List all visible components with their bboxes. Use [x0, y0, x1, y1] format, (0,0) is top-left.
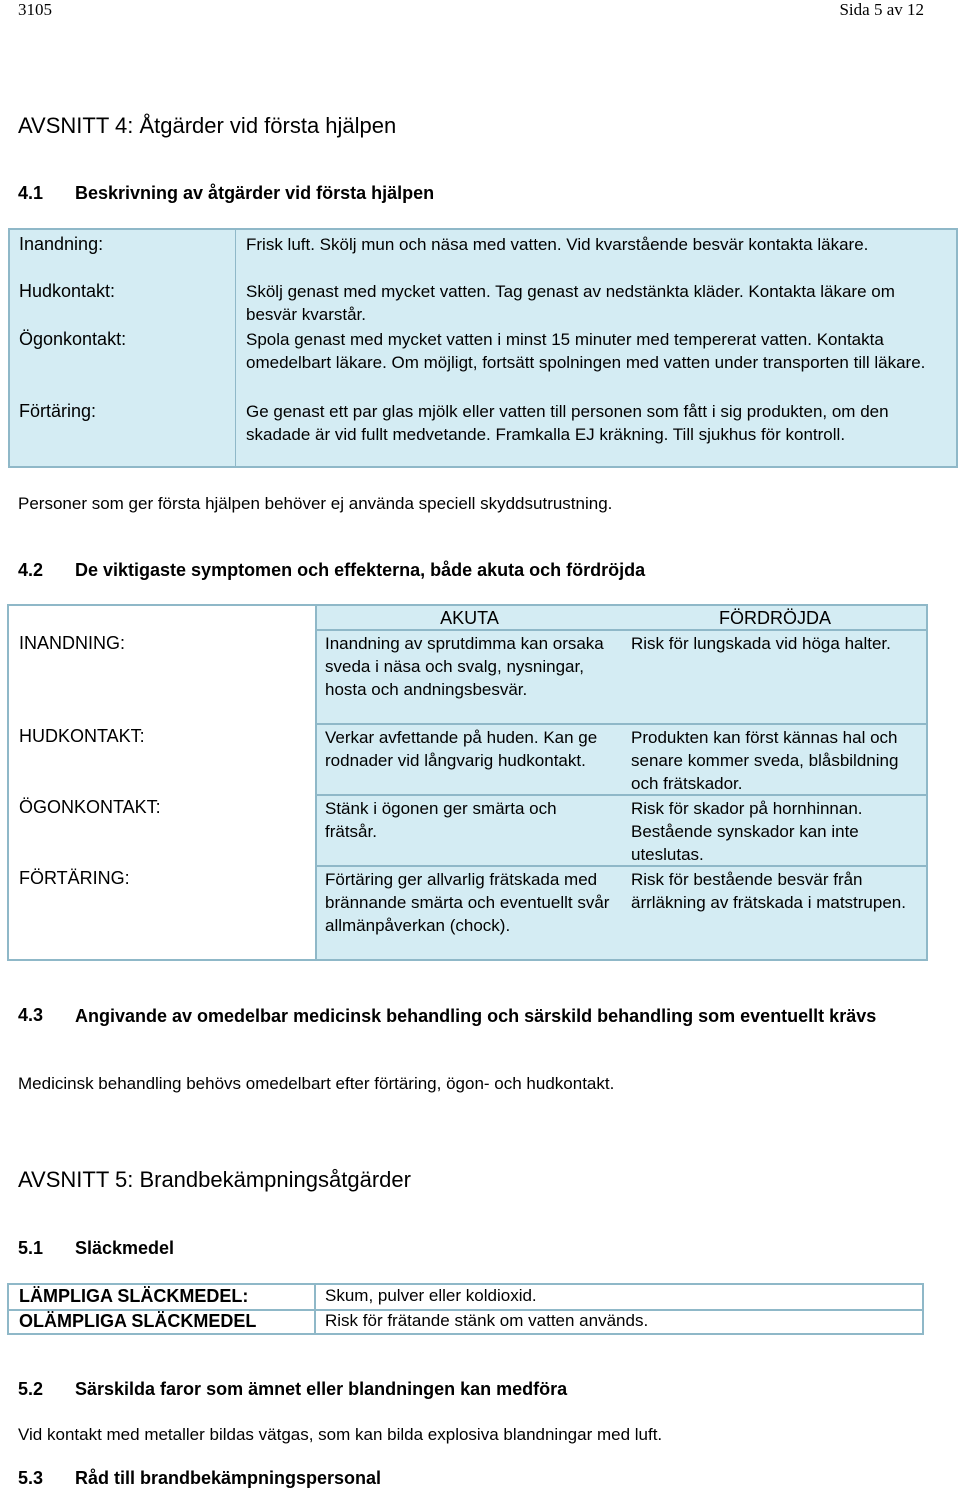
subsection-number: 4.1: [18, 183, 44, 203]
first-aid-text: Spola genast med mycket vatten i minst 15 minuter med tempererat vatten. Kontakta omedelbart läkare. Om möjligt, fortsätt spolningen med vatten under transporten till läkare.: [246, 330, 926, 372]
symptom-label: ÖGONKONTAKT:: [19, 797, 161, 817]
medical-treatment-text: Medicinsk behandling behövs omedelbart efter förtäring, ögon- och hudkontakt.: [18, 1074, 615, 1093]
subsection-number: 5.2: [18, 1379, 44, 1399]
first-aid-text: Skölj genast med mycket vatten. Tag genast av nedstänkta kläder. Kontakta läkare om besvär kvarstår.: [246, 282, 895, 324]
subsection-5-2-heading: [18, 1379, 567, 1400]
subsection-title: Särskilda faror som ämnet eller blandningen kan medföra: [75, 1379, 568, 1399]
table-row: [9, 1286, 922, 1310]
acute-text: Inandning av sprutdimma kan orsaka sveda i näsa och svalg, nysningar, hosta och andningsbesvär.: [325, 634, 604, 699]
subsection-number: 5.1: [18, 1238, 44, 1258]
delayed-text: Risk för lungskada vid höga halter.: [631, 634, 891, 653]
subsection-4-2-heading: [18, 560, 645, 581]
column-header-acute: AKUTA: [440, 608, 499, 628]
delayed-text: Produkten kan först kännas hal och senare kommer sveda, blåsbildning och frätskador.: [631, 728, 899, 793]
subsection-4-3-heading: [18, 1005, 938, 1028]
section-5-title: AVSNITT 5: Brandbekämpningsåtgärder: [18, 1167, 411, 1192]
subsection-title: Råd till brandbekämpningspersonal: [75, 1468, 382, 1488]
extinguishing-media-table: [7, 1283, 924, 1335]
row-divider: [315, 723, 926, 725]
subsection-number: 4.3: [18, 1005, 44, 1025]
special-hazards-text: Vid kontakt med metaller bildas vätgas, som kan bilda explosiva blandningar med luft.: [18, 1425, 663, 1444]
symptom-label: INANDNING:: [19, 633, 126, 653]
first-aid-text: Frisk luft. Skölj mun och näsa med vatten. Vid kvarstående besvär kontakta läkare.: [246, 235, 869, 254]
acute-text: Verkar avfettande på huden. Kan ge rodnader vid långvarig hudkontakt.: [325, 728, 598, 770]
section-4-title: AVSNITT 4: Åtgärder vid första hjälpen: [18, 113, 397, 138]
column-header-delayed: FÖRDRÖJDA: [719, 608, 831, 628]
first-aid-label: Ögonkontakt:: [19, 329, 127, 349]
subsection-5-3-heading: [18, 1468, 381, 1489]
document-number: 3105: [18, 0, 52, 19]
media-value: Skum, pulver eller koldioxid.: [325, 1286, 537, 1305]
first-aid-label: Hudkontakt:: [19, 281, 116, 301]
media-label: LÄMPLIGA SLÄCKMEDEL:: [19, 1286, 249, 1306]
delayed-text: Risk för bestående besvär från ärrläkning av frätskada i matstrupen.: [631, 870, 906, 912]
first-aid-text: Ge genast ett par glas mjölk eller vatten till personen som fått i sig produkten, om den skadade är vid fullt medvetande. Framkalla EJ kräkning. Till sjukhus för kontroll.: [246, 402, 889, 444]
first-aid-table: [8, 228, 958, 468]
acute-text: Stänk i ögonen ger smärta och frätsår.: [325, 799, 557, 841]
row-divider: [315, 629, 926, 631]
subsection-4-1-heading: [18, 183, 434, 204]
subsection-title: Angivande av omedelbar medicinsk behandling och särskild behandling som eventuellt krävs: [75, 1006, 877, 1026]
subsection-5-1-heading: [18, 1238, 174, 1259]
symptom-label: HUDKONTAKT:: [19, 726, 145, 746]
media-label: OLÄMPLIGA SLÄCKMEDEL: [19, 1311, 257, 1331]
subsection-title: De viktigaste symptomen och effekterna, både akuta och fördröjda: [75, 560, 646, 580]
first-aid-label: Inandning:: [19, 234, 104, 254]
subsection-title: Beskrivning av åtgärder vid första hjälpen: [75, 183, 435, 203]
subsection-title: Släckmedel: [75, 1238, 175, 1258]
subsection-number: 5.3: [18, 1468, 44, 1488]
protective-note: Personer som ger första hjälpen behöver ej använda speciell skyddsutrustning.: [18, 494, 613, 513]
table-row: [9, 1311, 922, 1335]
first-aid-label: Förtäring:: [19, 401, 97, 421]
subsection-number: 4.2: [18, 560, 44, 580]
symptoms-table: [7, 604, 928, 961]
symptom-label: FÖRTÄRING:: [19, 868, 130, 888]
delayed-text: Risk för skador på hornhinnan. Bestående synskador kan inte uteslutas.: [631, 799, 863, 864]
acute-text: Förtäring ger allvarlig frätskada med brännande smärta och eventuellt svår allmänpåverkan (chock).: [325, 870, 610, 935]
column-divider: [235, 230, 236, 466]
media-value: Risk för frätande stänk om vatten används.: [325, 1311, 649, 1330]
page-indicator: Sida 5 av 12: [839, 0, 924, 19]
